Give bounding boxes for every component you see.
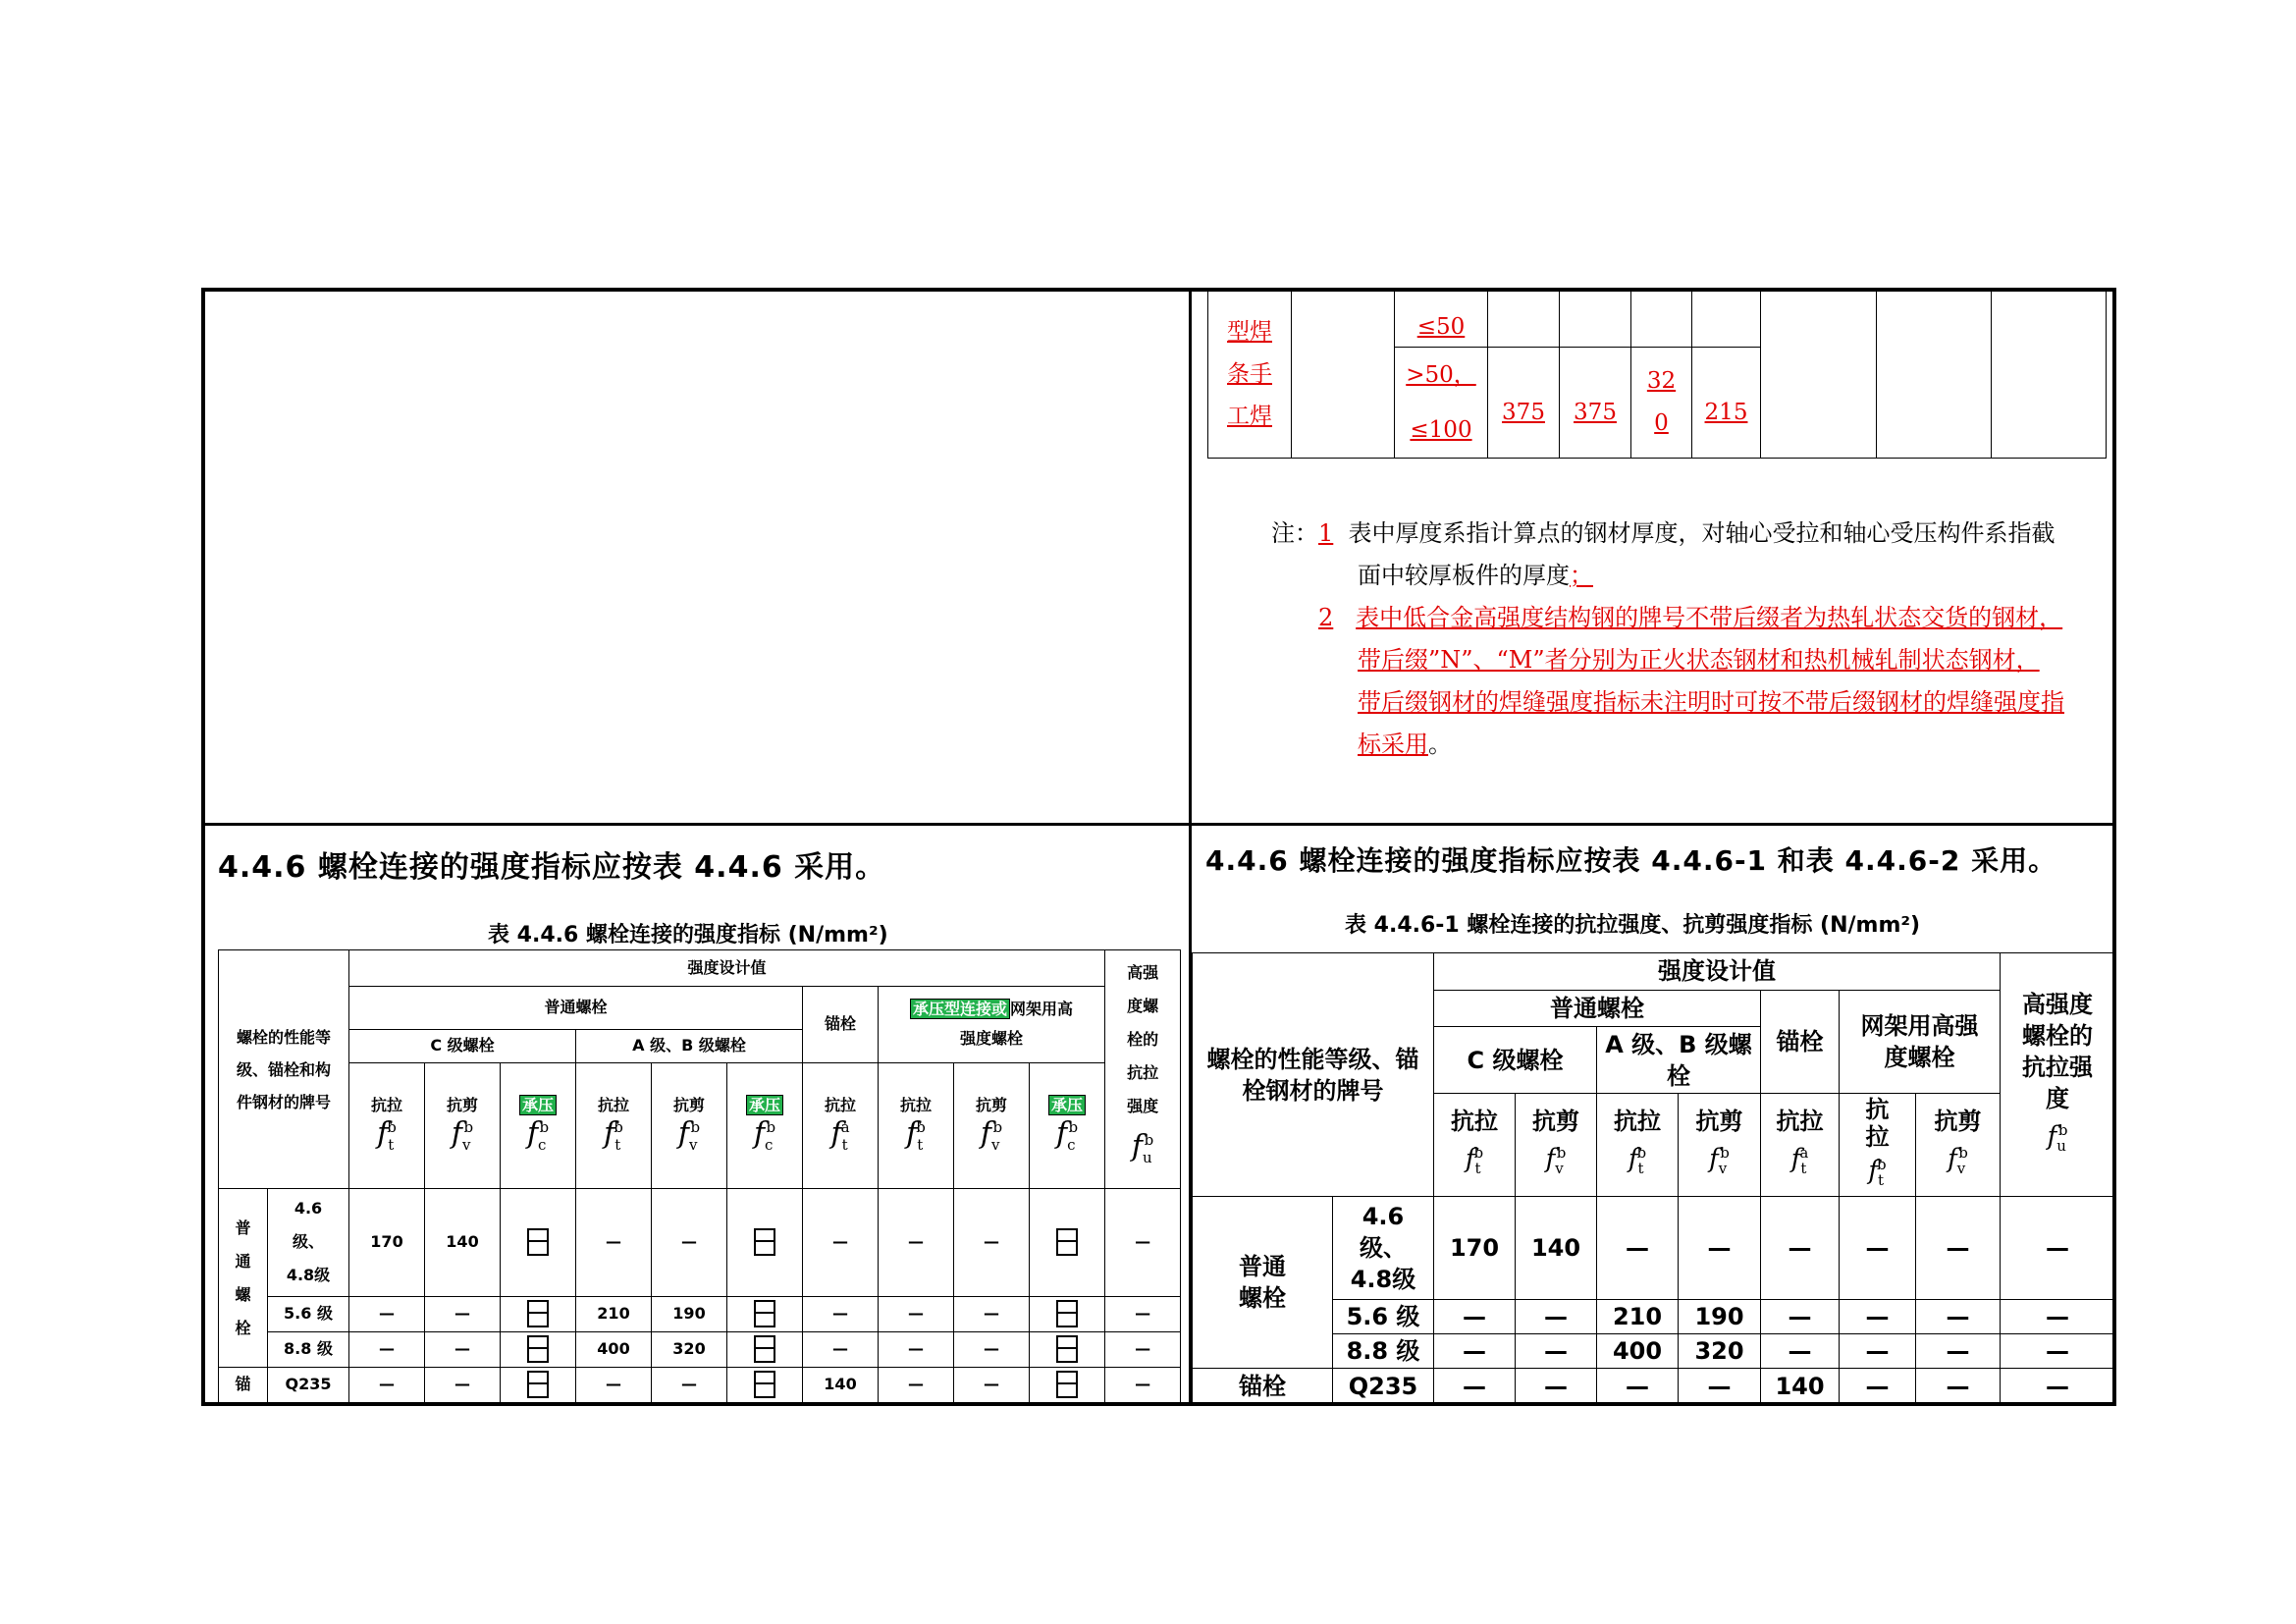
text-label: 抗拉	[899, 1096, 932, 1115]
table-cell	[727, 1331, 803, 1367]
row-divider	[201, 823, 2116, 826]
text-label: 抗剪	[672, 1096, 705, 1115]
table-notes	[1271, 513, 2115, 766]
table-cell: —	[1916, 1334, 2001, 1369]
highlight-bearing-connection: 承压型连接或	[910, 999, 1010, 1019]
text-label: A 级、B 级螺栓	[1605, 1030, 1752, 1090]
text-label: 抗拉	[824, 1096, 856, 1115]
table-cell: —	[576, 1189, 652, 1296]
right-c-tension: 抗拉 $f_t^b$	[1434, 1093, 1516, 1196]
empty-box-icon	[754, 1371, 775, 1398]
left-group-anchor: 锚	[219, 1367, 268, 1402]
table-cell	[1631, 292, 1692, 348]
table-row	[219, 1331, 1181, 1367]
text-label: 抗拉	[1776, 1108, 1824, 1136]
left-grade-cell: 8.8 级	[268, 1331, 349, 1367]
right-ab-tension: 抗拉 $f_t^b$	[1597, 1093, 1679, 1196]
table-cell: 190	[1679, 1299, 1761, 1333]
text-label: 抗剪	[1934, 1108, 1982, 1136]
table-cell	[727, 1296, 803, 1331]
left-header-c-grade: C 级螺栓	[349, 1029, 576, 1062]
text-label: 承压	[746, 1095, 783, 1115]
table-cell	[727, 1189, 803, 1296]
value-320-part1: 32	[1646, 368, 1677, 394]
right-net-tension: 抗拉 $f_t^b$	[1840, 1093, 1916, 1196]
empty-box-icon	[1056, 1335, 1078, 1363]
left-c-bearing: 承压 $f_c^b$	[501, 1062, 576, 1189]
right-header-row-label	[1193, 953, 1434, 1197]
left-anchor-tension: 抗拉 $f_t^a$	[803, 1062, 879, 1189]
right-c-shear: 抗剪 $f_v^b$	[1516, 1093, 1597, 1196]
table-cell	[1488, 348, 1560, 459]
table-cell: —	[1916, 1299, 2001, 1333]
table-cell: —	[652, 1367, 727, 1402]
left-bolt-strength-table	[218, 949, 1181, 1403]
weld-type-line2: 条手	[1227, 361, 1272, 387]
table-cell: 210	[576, 1296, 652, 1331]
table-cell: 140	[803, 1367, 879, 1402]
table-cell: —	[1516, 1334, 1597, 1369]
note-2-text-line1: 表中低合金高强度结构钢的牌号不带后缀者为热轧状态交货的钢材，	[1356, 604, 2063, 631]
table-cell	[1395, 348, 1488, 459]
text-label: 4.6级、4.8级	[1350, 1202, 1416, 1293]
left-hs-bearing: 承压 $f_c^b$	[1030, 1062, 1105, 1189]
empty-box-icon	[527, 1371, 549, 1398]
table-cell	[1692, 292, 1761, 348]
text-label: 抗拉	[1451, 1108, 1498, 1136]
table-cell: —	[2001, 1197, 2115, 1299]
table-cell: —	[1516, 1369, 1597, 1404]
table-cell: —	[425, 1367, 501, 1402]
table-cell: —	[879, 1331, 954, 1367]
thickness-gt50: >50，	[1406, 362, 1476, 388]
table-cell: —	[879, 1189, 954, 1296]
table-row	[1193, 1197, 2115, 1299]
table-cell	[1030, 1331, 1105, 1367]
table-cell: —	[1597, 1369, 1679, 1404]
empty-cell	[1292, 292, 1395, 459]
table-cell	[501, 1331, 576, 1367]
table-cell: —	[803, 1296, 879, 1331]
left-header-anchor: 锚栓	[803, 987, 879, 1063]
right-header-c-grade: C 级螺栓	[1434, 1027, 1597, 1094]
text-label: 抗剪	[975, 1096, 1007, 1115]
right-header-high-strength: 高强度螺栓的抗拉强度 $f_u^b$	[2001, 953, 2115, 1197]
text-label: 抗拉	[1614, 1108, 1661, 1136]
table-cell	[1030, 1189, 1105, 1296]
table-cell: —	[2001, 1334, 2115, 1369]
table-cell: —	[879, 1367, 954, 1402]
left-header-bearing-bolt-rest: 网架用高	[1010, 1000, 1074, 1019]
value-215: 215	[1704, 400, 1748, 425]
empty-box-icon	[527, 1335, 549, 1363]
table-cell	[1560, 292, 1631, 348]
left-header-ab-grade: A 级、B 级螺栓	[576, 1029, 803, 1062]
note-prefix: 注：	[1271, 519, 1318, 547]
table-row	[219, 1367, 1181, 1402]
table-cell: —	[1916, 1197, 2001, 1299]
table-row	[1193, 1369, 2115, 1404]
left-caption-text: 表 4.4.6 螺栓连接的强度指标 (N/mm²)	[488, 923, 888, 947]
table-cell: —	[1916, 1369, 2001, 1404]
left-table-caption	[488, 918, 888, 948]
text-label: 抗拉	[1865, 1096, 1890, 1152]
empty-box-icon	[527, 1300, 549, 1327]
table-cell: —	[1840, 1369, 1916, 1404]
thickness-le50: ≤50	[1416, 314, 1466, 340]
table-cell: —	[1679, 1197, 1761, 1299]
table-cell	[1692, 348, 1761, 459]
table-cell: —	[425, 1331, 501, 1367]
left-section-heading: 4.4.6 螺栓连接的强度指标应按表 4.4.6 采用。	[218, 850, 886, 885]
table-cell: 210	[1597, 1299, 1679, 1333]
table-cell: —	[1597, 1197, 1679, 1299]
text-label: 抗剪	[1532, 1108, 1579, 1136]
text-label: 普通螺栓	[235, 1218, 251, 1337]
table-cell: —	[1761, 1334, 1840, 1369]
text-label: 普通螺栓	[1239, 1253, 1286, 1313]
table-cell: —	[954, 1367, 1030, 1402]
note-2-text-line2: 带后缀”N”、“M”者分别为正火状态钢材和热机械轧制状态钢材，	[1358, 646, 2040, 674]
text-label: 承压	[519, 1095, 557, 1115]
right-table-caption	[1345, 908, 1920, 939]
table-cell: —	[803, 1331, 879, 1367]
left-header-bearing-bolt-line2: 强度螺栓	[960, 1029, 1024, 1049]
empty-box-icon	[1056, 1228, 1078, 1256]
left-grade-cell: Q235	[268, 1367, 349, 1402]
right-net-shear: 抗剪 $f_v^b$	[1916, 1093, 2001, 1196]
right-caption-text: 表 4.4.6-1 螺栓连接的抗拉强度、抗剪强度指标 (N/mm²)	[1345, 913, 1921, 938]
left-c-tension: 抗拉 $f_t^b$	[349, 1062, 425, 1189]
left-grade-cell	[268, 1189, 349, 1296]
table-cell: 170	[349, 1189, 425, 1296]
table-cell: 400	[576, 1331, 652, 1367]
table-cell: —	[879, 1296, 954, 1331]
note-2	[1271, 597, 2115, 639]
empty-box-icon	[1056, 1300, 1078, 1327]
right-grade-cell	[1333, 1197, 1434, 1299]
empty-box-icon	[754, 1335, 775, 1363]
text-label: 网架用高强度螺栓	[1860, 1011, 1979, 1071]
table-cell: 400	[1597, 1334, 1679, 1369]
note-1-end: ；	[1570, 562, 1593, 589]
table-cell	[501, 1296, 576, 1331]
note-2-text-line4: 标采用	[1358, 731, 1428, 758]
left-hs-shear: 抗剪 $f_v^b$	[954, 1062, 1030, 1189]
note-1-number: 1	[1318, 519, 1334, 547]
text-label: 4.6级、4.8级	[286, 1199, 331, 1285]
table-cell: —	[1105, 1189, 1181, 1296]
note-1-line2	[1271, 555, 2115, 597]
table-row	[219, 1296, 1181, 1331]
table-cell: 140	[1761, 1369, 1840, 1404]
empty-box-icon	[1056, 1371, 1078, 1398]
empty-box-icon	[754, 1300, 775, 1327]
table-cell: —	[1761, 1299, 1840, 1333]
table-cell: —	[1840, 1299, 1916, 1333]
value-375-a: 375	[1502, 400, 1545, 425]
table-cell	[1631, 348, 1692, 459]
right-anchor-tension: 抗拉 $f_t^a$	[1761, 1093, 1840, 1196]
table-cell: —	[1434, 1299, 1516, 1333]
note-1	[1271, 513, 2115, 555]
empty-box-icon	[754, 1228, 775, 1256]
right-grade-cell: 8.8 级	[1333, 1334, 1434, 1369]
table-cell: —	[1840, 1334, 1916, 1369]
table-cell	[1560, 348, 1631, 459]
table-cell: —	[1761, 1197, 1840, 1299]
weld-strength-table-continued	[1207, 291, 2107, 459]
table-cell: —	[954, 1189, 1030, 1296]
table-cell: —	[803, 1189, 879, 1296]
table-cell	[1877, 292, 1992, 459]
table-cell: —	[1105, 1331, 1181, 1367]
table-cell	[1395, 292, 1488, 348]
empty-box-icon	[527, 1228, 549, 1256]
note-2-text-line3: 带后缀钢材的焊缝强度指标未注明时可按不带后缀钢材的焊缝强度指	[1358, 688, 2064, 716]
table-cell: —	[1105, 1296, 1181, 1331]
right-header-normal-bolt: 普通螺栓	[1434, 990, 1761, 1027]
weld-type-line3: 工焊	[1227, 404, 1272, 429]
table-cell: 170	[1434, 1197, 1516, 1299]
right-group-anchor: 锚栓	[1193, 1369, 1333, 1404]
text-label: 高强度螺栓的抗拉强度	[1127, 963, 1159, 1115]
text-label: 承压	[1048, 1095, 1086, 1115]
table-cell: —	[652, 1189, 727, 1296]
left-c-shear: 抗剪 $f_v^b$	[425, 1062, 501, 1189]
left-header-bearing-bolt	[879, 987, 1105, 1063]
value-375-b: 375	[1574, 400, 1617, 425]
table-cell: —	[349, 1296, 425, 1331]
thickness-le100: ≤100	[1410, 417, 1472, 443]
table-cell: —	[576, 1367, 652, 1402]
note-2-end: 。	[1428, 731, 1452, 758]
right-group-normal	[1193, 1197, 1333, 1369]
text-label: 抗剪	[446, 1096, 478, 1115]
text-label: 高强度螺栓的抗拉强度	[2022, 990, 2094, 1112]
right-header-anchor: 锚栓	[1761, 990, 1840, 1093]
table-cell: —	[2001, 1369, 2115, 1404]
right-header-design-value: 强度设计值	[1434, 953, 2001, 991]
text-label: 抗剪	[1695, 1108, 1743, 1136]
weld-type-line1: 型焊	[1227, 319, 1272, 345]
right-section-heading: 4.4.6 螺栓连接的强度指标应按表 4.4.6-1 和表 4.4.6-2 采用。	[1205, 844, 2057, 877]
table-cell: 140	[1516, 1197, 1597, 1299]
left-header-high-strength: 高强度螺栓的抗拉强度 $f_u^b$	[1105, 950, 1181, 1189]
right-ab-shear: 抗剪 $f_v^b$	[1679, 1093, 1761, 1196]
left-hs-tension: 抗拉 $f_t^b$	[879, 1062, 954, 1189]
table-cell: —	[1679, 1369, 1761, 1404]
right-bolt-strength-table	[1192, 952, 2115, 1404]
text-label: 螺栓的性能等级、锚栓和构件钢材的牌号	[236, 1027, 331, 1111]
text-label: 抗拉	[370, 1096, 402, 1115]
table-cell: 320	[652, 1331, 727, 1367]
table-cell: —	[1516, 1299, 1597, 1333]
table-cell	[1488, 292, 1560, 348]
value-320-part2: 0	[1654, 410, 1669, 436]
table-cell: 190	[652, 1296, 727, 1331]
left-ab-shear: 抗剪 $f_v^b$	[652, 1062, 727, 1189]
right-header-net-bolt	[1840, 990, 2001, 1093]
table-cell	[1992, 292, 2107, 459]
table-cell: —	[954, 1296, 1030, 1331]
left-grade-cell: 5.6 级	[268, 1296, 349, 1331]
note-1-text-line2: 面中较厚板件的厚度	[1358, 562, 1570, 589]
left-ab-tension: 抗拉 $f_t^b$	[576, 1062, 652, 1189]
left-header-normal-bolt: 普通螺栓	[349, 987, 803, 1030]
right-header-ab-grade	[1597, 1027, 1761, 1094]
table-cell: —	[425, 1296, 501, 1331]
table-cell	[501, 1367, 576, 1402]
table-row	[219, 1189, 1181, 1296]
note-1-text-line1: 表中厚度系指计算点的钢材厚度，对轴心受拉和轴心受压构件系指截	[1348, 519, 2056, 547]
table-cell	[727, 1367, 803, 1402]
table-cell	[1030, 1296, 1105, 1331]
table-cell: —	[349, 1331, 425, 1367]
table-cell: 320	[1679, 1334, 1761, 1369]
text-label: 螺栓的性能等级、锚栓钢材的牌号	[1206, 1045, 1419, 1105]
note-2-line4	[1271, 724, 2115, 766]
left-group-normal	[219, 1189, 268, 1368]
table-cell: —	[1434, 1334, 1516, 1369]
left-ab-bearing: 承压 $f_c^b$	[727, 1062, 803, 1189]
table-cell	[1030, 1367, 1105, 1402]
table-cell: —	[1105, 1367, 1181, 1402]
table-cell: —	[1434, 1369, 1516, 1404]
weld-type-cell	[1208, 292, 1292, 459]
left-header-row-label	[219, 950, 349, 1189]
table-cell	[1761, 292, 1877, 459]
table-cell: 140	[425, 1189, 501, 1296]
table-cell: —	[954, 1331, 1030, 1367]
note-2-number: 2	[1318, 604, 1334, 631]
table-cell: —	[349, 1367, 425, 1402]
right-grade-cell: Q235	[1333, 1369, 1434, 1404]
table-cell: —	[2001, 1299, 2115, 1333]
table-cell	[501, 1189, 576, 1296]
right-grade-cell: 5.6 级	[1333, 1299, 1434, 1333]
text-label: 抗拉	[597, 1096, 629, 1115]
table-cell: —	[1840, 1197, 1916, 1299]
left-header-design-value: 强度设计值	[349, 950, 1105, 987]
